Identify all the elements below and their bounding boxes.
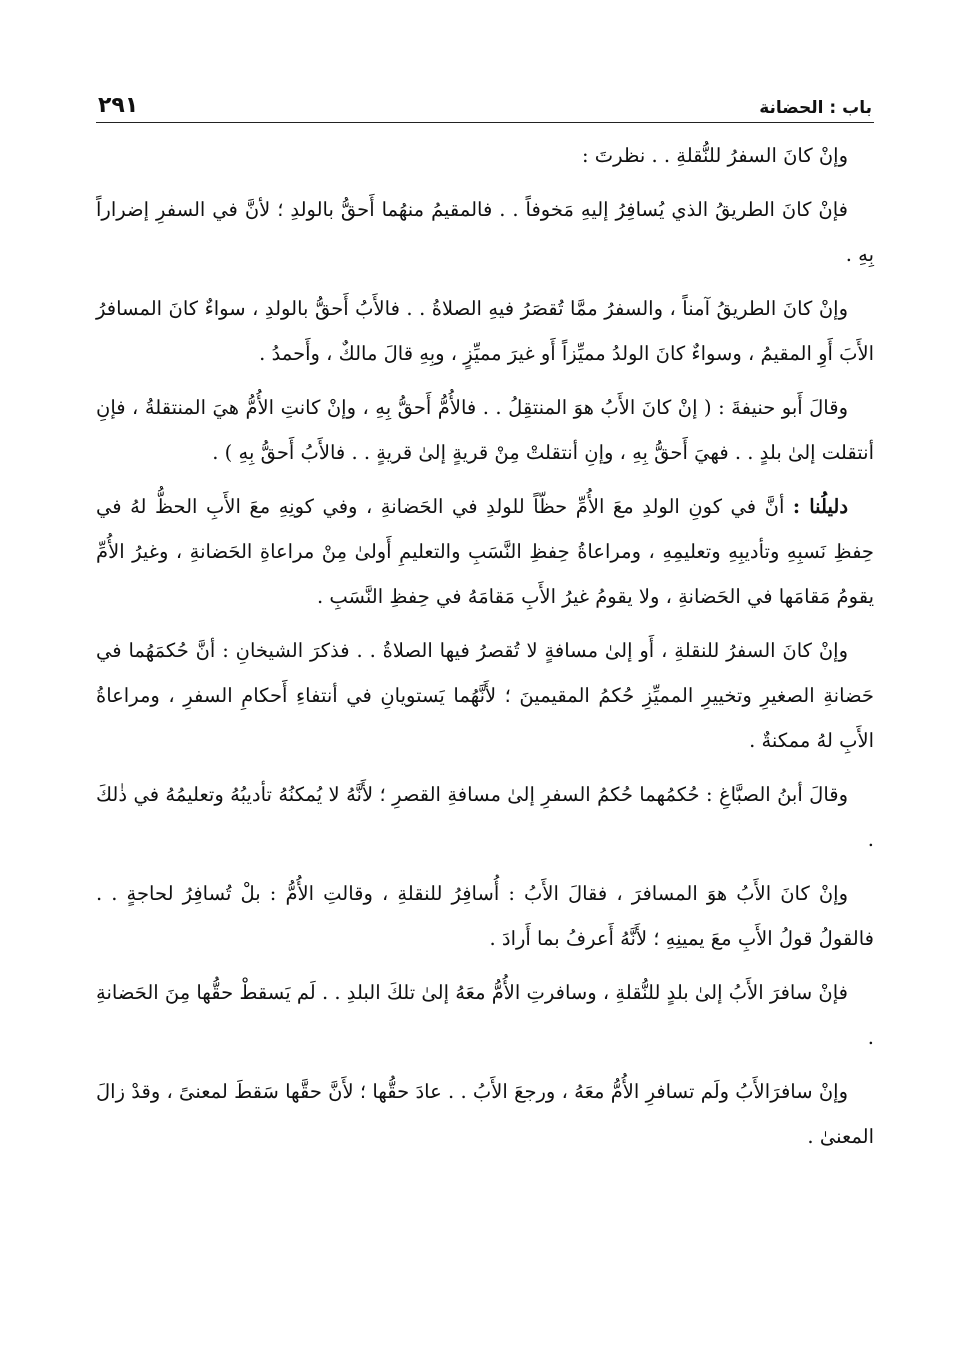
paragraph: [96, 484, 874, 619]
paragraph: [96, 871, 874, 961]
book-page: [96, 78, 874, 1338]
paragraph: [96, 187, 874, 277]
paragraph-text: وإنْ كانَ السفرُ للنقلةِ ، أَو إلىٰ مسافةٍ لا تُقصرُ فيها الصلاةُ . . فذكرَ الشيخانِ : أنَّ حُكمَهُما في حَضانةِ الصغيرِ وتخييرِ المميِّزِ حُكمُ المقيمينَ ؛ لأَنَّهُما يَستويانِ في أنتفاءِ أَحكامِ السفرِ ، ومراعاةُ الأَبِ لهُ ممكنةٌ .: [96, 639, 874, 752]
page-body: [96, 123, 874, 1159]
paragraph-text: وقالَ أبنُ الصبَّاغِ : حُكمُهما حُكمُ السفرِ إلىٰ مسافةِ القصرِ ؛ لأَنَّهُ لا يُمكنُهُ تأديبُهُ وتعليمُهُ في ذٰلكَ .: [96, 783, 874, 851]
paragraph-text: وإنْ كانَ الطريقُ آمناً ، والسفرُ ممَّا تُقصَرُ فيهِ الصلاةُ . . فالأَبُ أَحقُّ بالولدِ ، سواءٌ كانَ المسافرُ الأَبَ أَوِ المقيمُ ، وسواءٌ كانَ الولدُ مميِّزاً أَو غيرَ مميِّزٍ ، وبِهِ قالَ مالكٌ ، وأَحمدُ .: [96, 297, 874, 365]
paragraph-text: وإنْ كانَ الأَبُ هوَ المسافرَ ، فقالَ الأَبُ : أُسافِرُ للنقلةِ ، وقالتِ الأُمُّ : بلْ تُسافِرُ لحاجةٍ . . فالقولُ قولُ الأَبِ معَ يمينِهِ ؛ لأَنَّهُ أَعرفُ بما أَرادَ .: [96, 882, 874, 950]
chapter-title: باب : الحضانة: [759, 98, 872, 118]
paragraph-text: فإنْ كانَ الطريقُ الذي يُسافِرُ إليهِ مَخوفاً . . فالمقيمُ منهُما أَحقُّ بالولدِ ؛ لأنَّ في السفرِ إضراراً بِهِ .: [96, 198, 874, 266]
paragraph-text: فإنْ سافرَ الأَبُ إلىٰ بلدٍ للنُّقلةِ ، وسافرتِ الأُمُّ معَهُ إلىٰ تلكَ البلدِ . . لَم يَسقطْ حقُّها مِنَ الحَضانةِ .: [96, 981, 874, 1049]
page-number: ٢٩١: [98, 93, 139, 118]
paragraph: [96, 970, 874, 1060]
paragraph-lead: دليلُنا :: [792, 495, 849, 518]
paragraph: [96, 133, 874, 178]
paragraph-text: وقالَ أَبو حنيفةَ : ( إنْ كانَ الأَبُ هوَ المنتقِلُ . . فالأُمُّ أَحقُّ بِهِ ، وإنْ كانتِ الأُمُّ هيَ المنتقلةُ ، فإنِ أنتقلت إلىٰ بلدٍ . . فهيَ أَحقُّ بِهِ ، وإنِ أنتقلتْ مِنْ قريةٍ إلىٰ قريةٍ . . فالأَبُ أَحقُّ بِهِ ) .: [96, 396, 874, 464]
paragraph-text: وإنْ كانَ السفرُ للنُّقلةِ . . نظرتَ :: [581, 144, 848, 167]
paragraph: [96, 385, 874, 475]
paragraph: [96, 1069, 874, 1159]
paragraph: [96, 628, 874, 763]
page-header: [96, 78, 874, 123]
paragraph: [96, 286, 874, 376]
paragraph: [96, 772, 874, 862]
paragraph-text: أنَّ في كونِ الولدِ معَ الأُمِّ حظّاً للولدِ في الحَضانةِ ، وفي كونِهِ معَ الأَبِ الحظُّ لهُ في حِفظِ نَسبِهِ وتأديبِهِ وتعليمِهِ ، ومراعاةُ حِفظِ النَّسَبِ والتعليمِ أَولىٰ مِنْ مراعاةِ الحَضانةِ ، وغيرُ الأُمِّ يقومُ مَقامَها في الحَضانةِ ، ولا يقومُ غيرُ الأَبِ مَقامَهُ في حِفظِ النَّسَبِ .: [96, 495, 874, 608]
paragraph-text: وإنْ سافرَالأَبُ ولَم تسافرِ الأُمُّ معَهُ ، ورجعَ الأَبُ . . عادَ حقُّها ؛ لأَنَّ حقَّها سَقطَ لمعنىً ، وقدْ زالَ المعنىٰ .: [96, 1080, 874, 1148]
